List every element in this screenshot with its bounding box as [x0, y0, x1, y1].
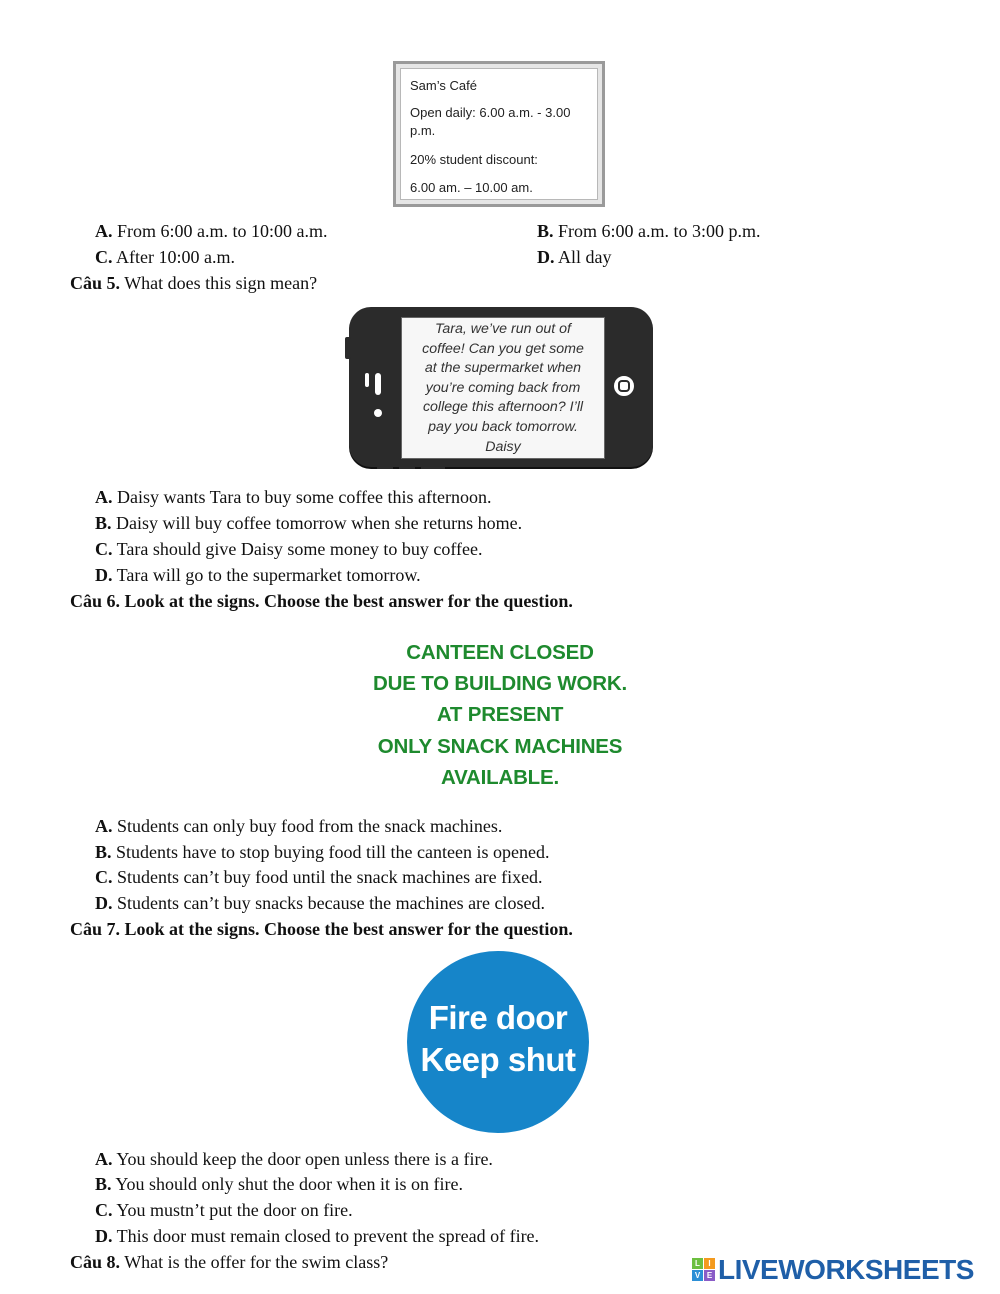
phone-home-button-icon	[611, 373, 637, 399]
option-text: From 6:00 a.m. to 10:00 a.m.	[112, 221, 328, 241]
message-signature: Daisy	[485, 438, 521, 455]
logo-tile: I	[704, 1258, 715, 1269]
fire-door-sign-image	[407, 951, 589, 1133]
q6-option-b[interactable]	[95, 841, 549, 863]
option-text: Daisy wants Tara to buy some coffee this afternoon.	[112, 487, 492, 507]
q5-question	[70, 272, 317, 294]
option-letter: C.	[95, 867, 113, 887]
option-text: You mustn’t put the door on fire.	[112, 1200, 353, 1220]
option-text: From 6:00 a.m. to 3:00 p.m.	[553, 221, 761, 241]
cafe-hours-line2: p.m.	[410, 123, 436, 138]
q7-option-d[interactable]	[95, 1225, 539, 1247]
phone-bottom-button	[399, 461, 415, 469]
option-letter: B.	[537, 221, 554, 241]
option-letter: D.	[95, 893, 113, 913]
sign-line: AVAILABLE.	[441, 765, 559, 789]
sign-line: Keep shut	[420, 1041, 576, 1078]
option-text: Students can’t buy snacks because the machines are closed.	[112, 893, 546, 913]
option-text: Students have to stop buying food till the canteen is opened.	[111, 842, 550, 862]
message-line: pay you back tomorrow.	[428, 418, 578, 435]
question-text: What does this sign mean?	[120, 273, 318, 293]
logo-tile: E	[704, 1270, 715, 1281]
q6-heading: Câu 6. Look at the signs. Choose the best answer for the question.	[70, 591, 573, 611]
sign-line: DUE TO BUILDING WORK.	[373, 672, 627, 696]
q7-option-b[interactable]	[95, 1173, 463, 1195]
cafe-name: Sam’s Café	[410, 78, 477, 93]
q4-option-b[interactable]	[537, 220, 761, 242]
option-text: You should only shut the door when it is on fire.	[111, 1174, 464, 1194]
option-letter: C.	[95, 539, 113, 559]
q8-question	[70, 1251, 388, 1273]
logo-tile: L	[692, 1258, 703, 1269]
q5-option-b[interactable]	[95, 512, 522, 534]
question-label: Câu 8.	[70, 1252, 121, 1272]
q5-option-d[interactable]	[95, 564, 421, 586]
question-label: Câu 5.	[70, 273, 121, 293]
message-line: Tara, we’ve run out of	[435, 321, 571, 337]
option-text: You should keep the door open unless there is a fire.	[112, 1149, 493, 1169]
q7-heading: Câu 7. Look at the signs. Choose the best answer for the question.	[70, 919, 573, 939]
cafe-hours-line1: Open daily: 6.00 a.m. - 3.00	[410, 105, 571, 120]
message-line: at the supermarket when	[424, 360, 582, 377]
option-letter: D.	[537, 247, 555, 267]
message-line: college this afternoon? I’ll	[422, 399, 584, 416]
option-letter: D.	[95, 565, 113, 585]
option-text: After 10:00 a.m.	[112, 247, 235, 267]
phone-bottom-button	[377, 461, 393, 469]
option-letter: B.	[95, 1174, 112, 1194]
message-line: coffee! Can you get some	[422, 340, 584, 357]
option-text: This door must remain closed to prevent the spread of fire.	[112, 1226, 540, 1246]
canteen-sign-image	[300, 637, 700, 793]
option-letter: A.	[95, 816, 113, 836]
cafe-discount-hours: 6.00 am. – 10.00 am.	[410, 180, 533, 195]
q4-option-d[interactable]	[537, 246, 612, 268]
phone-bottom-button	[421, 461, 445, 469]
option-text: Tara will go to the supermarket tomorrow.	[112, 565, 421, 585]
option-text: Students can only buy food from the snack machines.	[112, 816, 503, 836]
sign-line: Fire door	[428, 999, 568, 1036]
cafe-discount: 20% student discount:	[410, 152, 538, 167]
logo-tile: V	[692, 1270, 703, 1281]
q5-option-c[interactable]	[95, 538, 483, 560]
sign-line: CANTEEN CLOSED	[406, 641, 594, 664]
phone-speaker-icon	[375, 373, 381, 395]
cafe-sign-image	[393, 61, 605, 207]
option-letter: B.	[95, 842, 112, 862]
question-text: What is the offer for the swim class?	[120, 1252, 389, 1272]
option-letter: A.	[95, 1149, 113, 1169]
option-letter: C.	[95, 247, 113, 267]
phone-message-image	[349, 307, 653, 467]
logo-text: LIVEWORKSHEETS	[718, 1254, 974, 1285]
option-letter: B.	[95, 513, 112, 533]
q5-option-a[interactable]	[95, 486, 491, 508]
option-letter: A.	[95, 487, 113, 507]
q7-option-c[interactable]	[95, 1199, 353, 1221]
option-letter: C.	[95, 1200, 113, 1220]
option-text: Daisy will buy coffee tomorrow when she returns home.	[111, 513, 523, 533]
sign-line: ONLY SNACK MACHINES	[377, 734, 623, 758]
option-letter: A.	[95, 221, 113, 241]
q7-option-a[interactable]	[95, 1148, 493, 1170]
q4-option-c[interactable]	[95, 246, 235, 268]
sign-line: AT PRESENT	[436, 703, 564, 727]
phone-speaker-icon	[365, 373, 369, 387]
q6-option-d[interactable]	[95, 892, 545, 914]
phone-screen	[401, 317, 605, 459]
option-text: Students can’t buy food until the snack machines are fixed.	[112, 867, 543, 887]
option-letter: D.	[95, 1226, 113, 1246]
q4-option-a[interactable]	[95, 220, 328, 242]
q6-option-c[interactable]	[95, 866, 543, 888]
logo-mark-icon	[692, 1258, 716, 1282]
option-text: All day	[554, 247, 612, 267]
q6-option-a[interactable]	[95, 815, 502, 837]
phone-side-button	[345, 337, 351, 359]
option-text: Tara should give Daisy some money to buy coffee.	[112, 539, 483, 559]
phone-camera-icon	[374, 409, 382, 417]
message-line: you’re coming back from	[425, 379, 581, 396]
